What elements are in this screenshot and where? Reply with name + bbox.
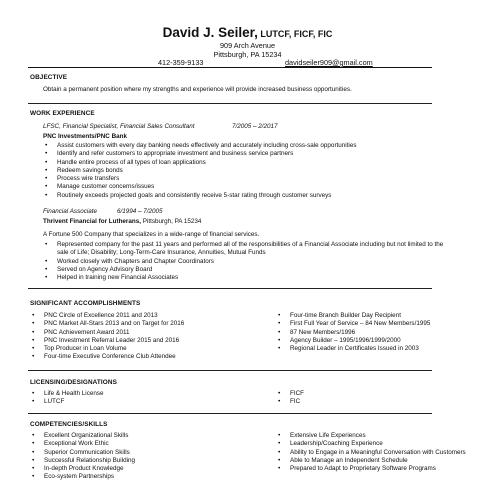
list-item: • Routinely exceeds projected goals and consistently receive 5-star rating through customer surveys <box>43 192 443 200</box>
person-name: David J. Seiler, <box>162 25 258 40</box>
list-item: • PNC Market All-Stars 2013 and on Target for 2016 <box>30 320 250 328</box>
list-item: • Superior Communication Skills <box>30 449 250 457</box>
list-item: • PNC Achievement Award 2011 <box>30 329 250 337</box>
job-2-dates: 6/1994 – 7/2005 <box>117 208 163 215</box>
address-line-2: Pittsburgh, PA 15234 <box>213 50 282 59</box>
list-item: • Redeem savings bonds <box>43 167 443 175</box>
job-2-duties <box>43 241 455 282</box>
list-item: • Represented company for the past 11 years and performed all of the responsibilities of a Financial Associate including but not limited to the sale of Life; Disability; Long-Term-Care Insurance, Annuities, Mutual Funds <box>43 241 455 258</box>
section-divider <box>28 370 432 371</box>
header-divider <box>28 67 432 68</box>
job-1-company: PNC Investments/PNC Bank <box>43 133 127 140</box>
list-item: • Leadership/Coaching Experience <box>276 440 491 448</box>
list-item: • Top Producer in Loan Volume <box>30 345 250 353</box>
list-item: • FICF <box>276 390 456 398</box>
licensing-left-list <box>30 390 230 407</box>
email-link[interactable]: davidseiler909@gmail.com <box>285 58 373 67</box>
licensing-right-list <box>276 390 456 407</box>
section-divider <box>28 288 432 289</box>
accomplishments-heading: SIGNIFICANT ACCOMPLISHMENTS <box>30 300 141 307</box>
competencies-heading: COMPETENCIES/SKILLS <box>30 421 108 428</box>
job-2-role: Financial Associate <box>43 208 98 215</box>
objective-heading: OBJECTIVE <box>30 74 68 81</box>
competencies-right-list <box>276 432 491 473</box>
job-1-role: LFSC, Financial Specialist, Financial Sales Consultant <box>43 123 195 130</box>
work-experience-heading: WORK EXPERIENCE <box>30 110 95 117</box>
list-item: • Four-time Executive Conference Club Attendee <box>30 353 250 361</box>
list-item: • Eco-system Partnerships <box>30 473 250 481</box>
list-item: • PNC Circle of Excellence 2011 and 2013 <box>30 312 250 320</box>
list-item: • Worked closely with Chapters and Chapter Coordinators <box>43 258 455 266</box>
list-item: • Exceptional Work Ethic <box>30 440 250 448</box>
job-1-duties <box>43 142 443 200</box>
accomplishments-left-list <box>30 312 250 362</box>
list-item: • First Full Year of Service – 84 New Members/1995 <box>276 320 476 328</box>
list-item: • Ability to Engage in a Meaningful Conversation with Customers <box>276 449 491 457</box>
job-2-description: A Fortune 500 Company that specializes in a wide-range of financial services. <box>43 231 260 238</box>
list-item: • 87 New Members/1996 <box>276 329 476 337</box>
list-item: • Prepared to Adapt to Proprietary Software Programs <box>276 465 491 473</box>
section-divider <box>28 103 432 104</box>
list-item: • Served on Agency Advisory Board <box>43 266 455 274</box>
list-item: • Identify and refer customers to appropriate investment and business service partners <box>43 150 443 158</box>
list-item: • Successful Relationship Building <box>30 457 250 465</box>
list-item: • Extensive Life Experiences <box>276 432 491 440</box>
list-item: • PNC Investment Referral Leader 2015 and 2016 <box>30 337 250 345</box>
competencies-left-list <box>30 432 250 482</box>
address-line-1: 909 Arch Avenue <box>219 41 276 50</box>
list-item: • LUTCF <box>30 398 230 406</box>
list-item: • Manage customer concerns/issues <box>43 183 443 191</box>
job-1-dates: 7/2005 – 2/2017 <box>232 123 278 130</box>
list-item: • Life & Health License <box>30 390 230 398</box>
job-2-company: Thrivent Financial for Lutherans, <box>43 218 141 225</box>
credentials: LUTCF, FICF, FIC <box>257 29 333 39</box>
list-item: • Four-time Branch Builder Day Recipient <box>276 312 476 320</box>
job-2-location: Pittsburgh, PA 15234 <box>140 218 202 225</box>
phone-number: 412-359-9133 <box>158 58 204 67</box>
list-item: • Handle entire process of all types of loan applications <box>43 159 443 167</box>
list-item: • Excellent Organizational Skills <box>30 432 250 440</box>
objective-text: Obtain a permanent position where my strengths and experience will provide increased business opportunities. <box>43 86 352 93</box>
list-item: • FIC <box>276 398 456 406</box>
list-item: • Able to Manage an Independent Schedule <box>276 457 491 465</box>
list-item: • Helped in training new Financial Associates <box>43 274 455 282</box>
resume-header <box>0 24 495 42</box>
licensing-heading: LICENSING/DESIGNATIONS <box>30 379 117 386</box>
list-item: • Assist customers with every day banking needs effectively and accurately including cross-sale opportunities <box>43 142 443 150</box>
list-item: • Regional Leader in Certificates Issued in 2003 <box>276 345 476 353</box>
list-item: • In-depth Product Knowledge <box>30 465 250 473</box>
job-2-company-line <box>43 218 201 226</box>
section-divider <box>28 413 432 414</box>
list-item: • Process wire transfers <box>43 175 443 183</box>
list-item: • Agency Builder – 1995/1996/1999/2000 <box>276 337 476 345</box>
accomplishments-right-list <box>276 312 476 353</box>
